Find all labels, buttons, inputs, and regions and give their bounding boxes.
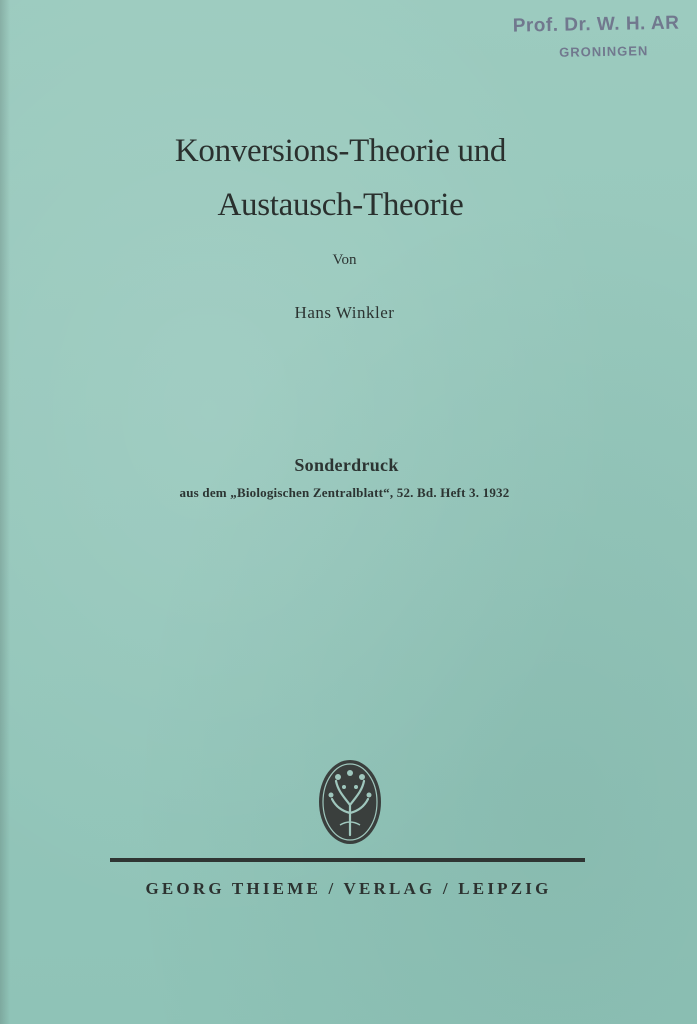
ownership-stamp xyxy=(503,10,697,69)
byline-von: Von xyxy=(332,252,357,268)
reprint-label: Sonderdruck xyxy=(294,455,399,475)
publisher-rule xyxy=(110,858,585,862)
author-name: Hans Winkler xyxy=(294,303,395,322)
title-line-2: Austausch-Theorie xyxy=(217,187,464,223)
publisher-emblem-tree-icon xyxy=(316,757,384,847)
stamp-city: GRONINGEN xyxy=(559,43,649,60)
reprint-source: aus dem „Biologischen Zentralblatt“, 52. Bd. Heft 3. 1932 xyxy=(179,485,510,500)
title-line-1: Konversions-Theorie und xyxy=(174,133,507,169)
publisher-imprint: GEORG THIEME / VERLAG / LEIPZIG xyxy=(145,879,552,898)
stamp-name: Prof. Dr. W. H. AR xyxy=(512,12,680,37)
